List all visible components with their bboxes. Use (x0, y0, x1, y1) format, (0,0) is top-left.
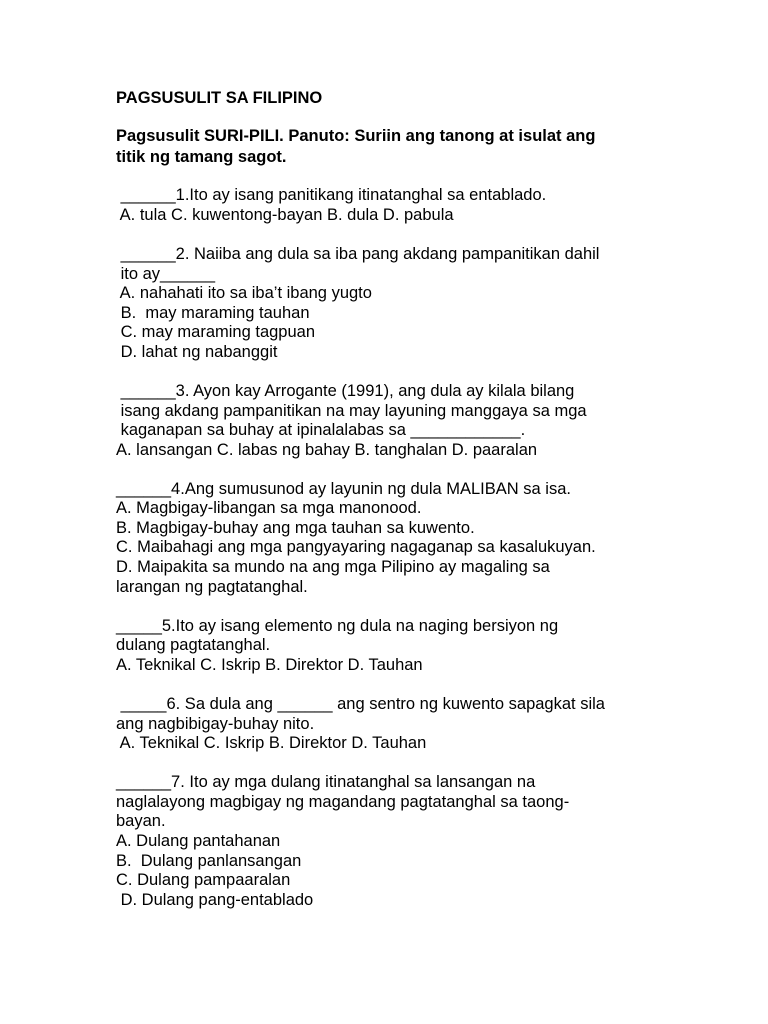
question-3-stem-line-2: isang akdang pampanitikan na may layuning manggaya sa mga (116, 402, 587, 420)
question-3-stem-line-1: ______3. Ayon kay Arrogante (1991), ang dula ay kilala bilang (116, 382, 575, 400)
question-4-choice-d-line-2: larangan ng pagtatanghal. (116, 578, 308, 596)
question-3-stem-line-3: kaganapan sa buhay at ipinalalabas sa ____________. (116, 421, 526, 439)
question-4-stem: ______4.Ang sumusunod ay layunin ng dula MALIBAN sa isa. (116, 480, 571, 498)
question-5-choices: A. Teknikal C. Iskrip B. Direktor D. Tauhan (116, 656, 423, 674)
question-7-choice-c: C. Dulang pampaaralan (116, 871, 291, 889)
question-2-choice-a: A. nahahati ito sa iba’t ibang yugto (116, 284, 372, 302)
question-4-choice-b: B. Magbigay-buhay ang mga tauhan sa kuwento. (116, 519, 475, 537)
instruction-line-1: Pagsusulit SURI-PILI. Panuto: Suriin ang tanong at isulat ang (116, 127, 596, 145)
question-2-choice-b: B. may maraming tauhan (116, 304, 310, 322)
question-4-choice-d-line-1: D. Maipakita sa mundo na ang mga Pilipino ay magaling sa (116, 558, 550, 576)
question-2-choice-d: D. lahat ng nabanggit (116, 343, 278, 361)
question-2-stem-line-1: ______2. Naiiba ang dula sa iba pang akdang pampanitikan dahil (116, 245, 600, 263)
instruction-line-2: titik ng tamang sagot. (116, 148, 287, 166)
question-2-choice-c: C. may maraming tagpuan (116, 323, 316, 341)
question-7-choice-d: D. Dulang pang-entablado (116, 891, 314, 909)
question-5-stem-line-1: _____5.Ito ay isang elemento ng dula na naging bersiyon ng (116, 617, 559, 635)
page-title: PAGSUSULIT SA FILIPINO (116, 89, 323, 107)
question-6-stem-line-2: ang nagbibigay-buhay nito. (116, 715, 315, 733)
question-7-stem-line-3: bayan. (116, 812, 166, 830)
question-7-choice-a: A. Dulang pantahanan (116, 832, 281, 850)
question-7-stem-line-2: naglalayong magbigay ng magandang pagtatanghal sa taong- (116, 793, 570, 811)
question-7-stem-line-1: ______7. Ito ay mga dulang itinatanghal sa lansangan na (116, 773, 536, 791)
question-1-choices: A. tula C. kuwentong-bayan B. dula D. pabula (116, 206, 454, 224)
question-4-choice-a: A. Magbigay-libangan sa mga manonood. (116, 499, 422, 517)
question-4-choice-c: C. Maibahagi ang mga pangyayaring nagaganap sa kasalukuyan. (116, 538, 596, 556)
question-5-stem-line-2: dulang pagtatanghal. (116, 636, 271, 654)
question-1-stem: ______1.Ito ay isang panitikang itinatanghal sa entablado. (116, 186, 547, 204)
question-6-choices: A. Teknikal C. Iskrip B. Direktor D. Tauhan (116, 734, 427, 752)
question-6-stem-line-1: _____6. Sa dula ang ______ ang sentro ng kuwento sapagkat sila (116, 695, 605, 713)
question-7-choice-b: B. Dulang panlansangan (116, 852, 302, 870)
question-2-stem-line-2: ito ay______ (116, 265, 216, 283)
question-3-choices: A. lansangan C. labas ng bahay B. tanghalan D. paaralan (116, 441, 538, 459)
